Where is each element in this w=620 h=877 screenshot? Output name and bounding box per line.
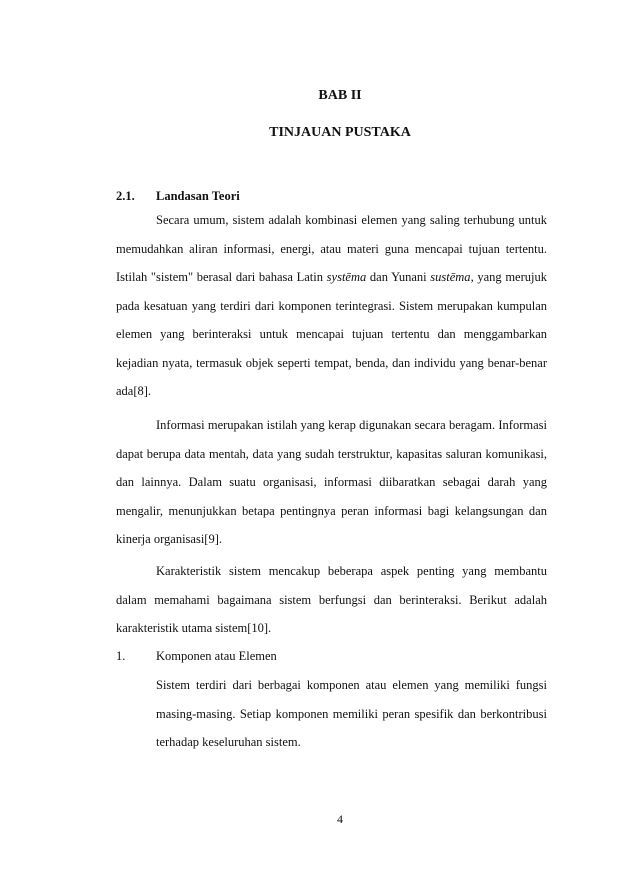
- list-item-description: Sistem terdiri dari berbagai komponen atau elemen yang memiliki fungsi masing-masing. Setiap komponen memiliki peran spesifik dan berkontribusi terhadap keseluruhan sistem.: [156, 678, 547, 749]
- list-item-number: 1.: [116, 649, 126, 663]
- section-heading: [116, 189, 240, 204]
- list-item: [116, 642, 277, 671]
- paragraph-karakteristik: Karakteristik sistem mencakup beberapa aspek penting yang membantu dalam memahami bagaimana sistem berfungsi dan berinteraksi. Berikut adalah karakteristik utama sistem[10].: [116, 564, 547, 635]
- paragraph-sistem-text-a: Secara umum, sistem adalah kombinasi elemen yang saling terhubung untuk memudahkan aliran informasi, energi, atau materi guna mencapai tujuan tertentu. Istilah "sistem" berasal dari bahasa Latin: [116, 213, 547, 284]
- paragraph-sistem: [116, 206, 547, 406]
- list-item-label: Komponen atau Elemen: [156, 649, 277, 663]
- paragraph-sistem-text-c: , yang merujuk pada kesatuan yang terdiri dari komponen terintegrasi. Sistem merupakan kumpulan elemen yang berinteraksi untuk mencapai tujuan tertentu dan menggambarkan kejadian nyata, termasuk objek seperti tempat, benda, dan individu yang benar-benar ada[8].: [116, 270, 547, 398]
- term-latin: systēma: [326, 270, 367, 284]
- paragraph-sistem-text-b: dan Yunani: [366, 270, 431, 284]
- section-number: 2.1.: [116, 189, 135, 203]
- paragraph-informasi: Informasi merupakan istilah yang kerap digunakan secara beragam. Informasi dapat berupa data mentah, data yang sudah terstruktur, kapasitas saluran komunikasi, dan lainnya. Dalam suatu organisasi, informasi diibaratkan sebagai darah yang mengalir, menunjukkan betapa pentingnya peran informasi bagi kelangsungan dan kinerja organisasi[9].: [116, 418, 547, 546]
- section-title: Landasan Teori: [156, 189, 240, 203]
- term-greek: sustēma: [430, 270, 471, 284]
- chapter-title: TINJAUAN PUSTAKA: [269, 125, 411, 140]
- page-number: 4: [337, 812, 343, 826]
- chapter-number: BAB II: [318, 88, 362, 103]
